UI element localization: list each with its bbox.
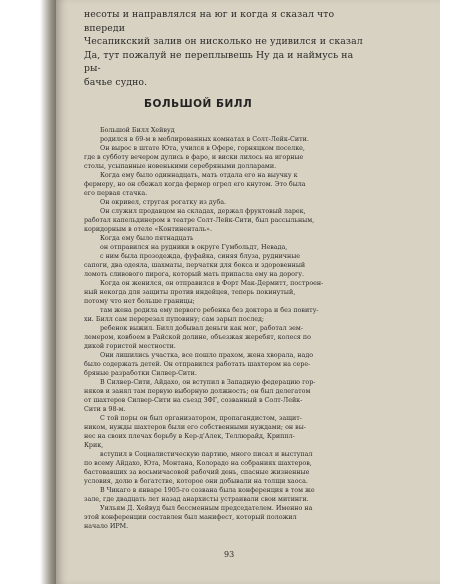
body-line: с ним была прозодежда, фуфайка, синяя блуза, рудничные [100, 253, 300, 260]
body-line: В Силвер-Сити, Айдахо, он вступил в Западную федерацию гор- [100, 379, 316, 386]
body-line: дикой гористой местности. [84, 343, 176, 350]
body-line: условия, долю в богатстве, которое они добывали на толщи хаоса. [84, 478, 308, 485]
body-line: ломоть сливового пирога, который мать припасла ему на дорогу. [84, 271, 305, 278]
body-line: Когда ему было пятнадцать [100, 235, 194, 242]
body-line: там жена родила ему первого ребенка без доктора и без повиту- [100, 307, 319, 314]
body-line: Большой Билл Хейвуд [100, 127, 175, 134]
intro-line: бачье судно. [84, 76, 148, 88]
body-line: ребенок выжил. Билл добывал деньги как мог, работал зем- [100, 325, 303, 332]
body-line: хи. Билл сам перерезал пуповину; сам зарыл послед; [84, 316, 265, 323]
body-line: коридорным в отеле «Континенталь». [84, 226, 213, 233]
body-text [84, 126, 384, 531]
body-line: родился в 69-м в меблированных комнатах в Солт-Лейк-Сити. [100, 136, 309, 143]
page-number: 93 [224, 550, 235, 559]
body-line: столы, усыпанные новенькими серебряными долларами. [84, 163, 277, 170]
body-line: от шахтеров Силвер-Сити на съезд ЗФГ, созванный в Солт-Лейк- [84, 397, 303, 404]
intro-line: Да, тут пожалуй не переплывешь Ну да и наймусь на ры- [84, 49, 354, 74]
body-line: Он вырос в штате Юта, учился в Офере, горняцком поселке, [100, 145, 305, 152]
body-line: бастовавших за восьмичасовой рабочий день, спасные жизненные [84, 469, 310, 476]
body-line: няков и занял там первую выборную должность; он был делегатом [84, 388, 311, 395]
body-line: его первая стачка. [84, 190, 148, 197]
page-text [84, 0, 404, 584]
body-line: ный некогда для защиты против индейцев, теперь покинутый, [84, 289, 296, 296]
body-line: Он окривел, стругая рогатку из дуба. [100, 199, 227, 206]
body-line: Когда ему было одиннадцать, мать отдала его на выучку к [100, 172, 298, 179]
body-line: этой конференции составлен был манифест, который положил [84, 514, 297, 521]
body-line: Они лишились участка, все пошло прахом, жена хворала, надо [100, 352, 314, 359]
intro-paragraph [84, 8, 372, 89]
body-line: Крик, [84, 442, 104, 449]
body-line: фермеру, но он сбежал когда фермер огрел его кнутом. Это была [84, 181, 306, 188]
body-line: В Чикаго в январе 1905-го созвана была конференция в том же [100, 487, 315, 494]
body-line: вступил в Социалистическую партию, много писал и выступал [100, 451, 313, 458]
section-heading: БОЛЬШОЙ БИЛЛ [144, 98, 253, 110]
body-line: где в субботу вечером дулись в фаро, и виски лилось на игорные [84, 154, 304, 161]
body-line: он отправился на рудники в округе Гумбольдт, Невада, [100, 244, 288, 251]
body-line: бряные разработки Силвер-Сити. [84, 370, 197, 377]
body-line: Сити в 98-м. [84, 406, 126, 413]
body-line: сапоги, два одеяла, шахматы, перчатки для бокса и здоровенный [84, 262, 306, 269]
body-line: С той поры он был организатором, пропагандистом, защит- [100, 415, 302, 422]
body-line: потому что нет больше границы; [84, 298, 195, 305]
intro-line: Чесапикский залив он нисколько не удивился и сказал [84, 36, 363, 47]
intro-line: несоты и направлялся на юг и когда я сказал что впереди [84, 9, 335, 34]
body-line: начало ИРМ. [84, 523, 129, 530]
body-line: Когда он женился, он отправился в Форт Мак-Дермитт, построен- [100, 280, 324, 287]
body-line: ником, нужды шахтеров были его собственными нуждами; он вы- [84, 424, 306, 431]
body-line: Он служил продавцом на складах, держал фруктовый ларек, [100, 208, 306, 215]
body-line: нес на своих плечах борьбу в Кер-д'Алек, Теллюрайд, Криппл- [84, 433, 295, 440]
body-line: зале, где двадцать лет назад анархисты устраивали свои митинги. [84, 496, 309, 503]
body-line: работал капельдинером в театре Солт-Лейк-Сити, был рассыльным, [84, 217, 315, 224]
body-line: лемером, ковбоем в Райской долине, объезжая жеребят, колеся по [84, 334, 311, 341]
body-line: было содержать детей. Он отправился работать шахтером на сере- [84, 361, 311, 368]
body-line: Уильям Д. Хейвуд был бессменным председателем. Именно на [100, 505, 313, 512]
body-line: по всему Айдахо, Юта, Монтана, Колорадо на собраниях шахтеров, [84, 460, 312, 467]
